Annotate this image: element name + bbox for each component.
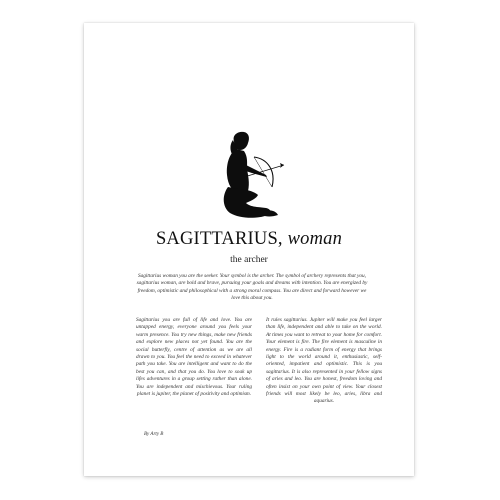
- right-column-text: It rules sagittarius. Jupiter will make you feel larger than life, independent and able to take on the world. At times you want to retreat to your home for comfort. Your element is fire. The fire element is masculine in energy. Fire is a radiant form of energy that brings light to the world around it, enthusiastic, self-oriented, impatient and optimistic. This is you sagittarius. It is also represented in your fellow signs of aries and leo. You are honest, freedom loving and often insist on your own point of view. Your closest friends will most likely be leo, aries, libra and aquarius.: [266, 317, 382, 405]
- title-main: SAGITTARIUS,: [155, 229, 283, 249]
- left-column-text: Sagittarius you are full of life and love. You are untapped energy, everyone around you feels your warm presence. You try new things, make new friends and explore new places not yet found. You are the social butterfly, centre of attention as we are all drawn to you. You feel the need to exceed in whatever path you take. You are intelligent and want to do the best you can, and that you do. You love to soak up lifes adventures in a group setting rather than alone. You are independent and mischievous. Your ruling planet is jupiter, the planet of positivity and optimism.: [136, 317, 252, 398]
- author-credit: By Arty B: [144, 432, 164, 437]
- archer-woman-silhouette-icon: [214, 131, 294, 223]
- title-italic: woman: [287, 229, 343, 249]
- poster: [84, 23, 414, 476]
- intro-paragraph: Sagittarius woman you are the seeker. Your symbol is the archer. The symbol of archery represents that you, sagittarius woman, are bold and brave, pursuing your goals and dreams with intention. You are energized by freedom, optimistic and philosophical with a strong moral compass. You are direct and forward however we love this about you.: [136, 273, 368, 302]
- poster-subtitle: the archer: [230, 255, 268, 265]
- poster-title: [84, 229, 414, 250]
